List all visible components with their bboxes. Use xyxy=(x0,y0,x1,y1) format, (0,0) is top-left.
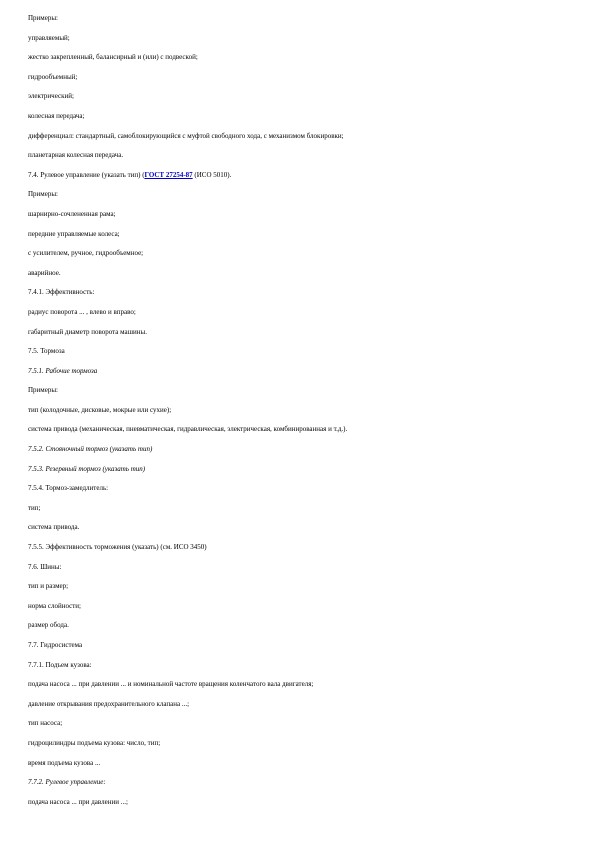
text-line: гидрообъемный; xyxy=(28,72,78,81)
text-line: норма слойности; xyxy=(28,601,82,610)
section-heading: 7.4.1. Эффективность: xyxy=(28,288,95,297)
text-line: тип и размер; xyxy=(28,582,69,591)
text-line: система привода (механическая, пневматическая, гидравлическая, электрическая, комбинированная и т.д.). xyxy=(28,425,348,434)
text-line: Примеры: xyxy=(28,14,58,22)
text-line: тип; xyxy=(28,503,41,512)
section-heading-with-link xyxy=(28,171,568,191)
text-line: дифференциал: стандартный, самоблокирующийся с муфтой свободного хода, с механизмом блокировки; xyxy=(28,131,344,140)
text-line: размер обода. xyxy=(28,621,69,630)
section-heading: 7.5.4. Тормоз-замедлитель: xyxy=(28,484,109,493)
text-line: Примеры: xyxy=(28,386,58,395)
text-line: планетарная колесная передача. xyxy=(28,151,124,160)
section-heading: 7.5. Тормоза xyxy=(28,347,65,356)
heading-text-pre: 7.4. Рулевое управление (указать тип) ( xyxy=(28,170,145,179)
subsection-heading: 7.5.2. Стояночный тормоз (указать тип) xyxy=(28,445,153,454)
text-line: аварийное. xyxy=(28,268,61,277)
section-heading: 7.7.1. Подъем кузова: xyxy=(28,660,92,669)
heading-text-post: (ИСО 5010). xyxy=(192,170,232,179)
text-line: тип насоса; xyxy=(28,719,63,728)
subsection-heading: 7.5.1. Рабочие тормоза xyxy=(28,366,98,375)
subsection-heading: 7.5.3. Резервный тормоз (указать тип) xyxy=(28,464,146,473)
text-line: давление открывания предохранительного клапана ...; xyxy=(28,699,190,708)
text-line: гидроцилиндры подъема кузова: число, тип; xyxy=(28,738,161,747)
text-line: система привода. xyxy=(28,523,80,532)
text-line: шарнирно-сочлененная рама; xyxy=(28,209,116,218)
text-line: жестко закрепленный, балансирный и (или) с подвеской; xyxy=(28,53,198,62)
text-line: подача насоса ... при давлении ... и номинальной частоте вращения коленчатого вала двигателя; xyxy=(28,680,314,689)
text-line: передние управляемые колеса; xyxy=(28,229,120,238)
text-line: габаритный диаметр поворота машины. xyxy=(28,327,147,336)
section-heading: 7.7. Гидросистема xyxy=(28,641,83,649)
text-line: Примеры: xyxy=(28,190,58,199)
text-line: подача насоса ... при давлении ...; xyxy=(28,797,128,806)
section-heading: 7.5.5. Эффективность торможения (указать) (см. ИСО 3450) xyxy=(28,543,207,552)
text-line: тип (колодочные, дисковые, мокрые или сухие); xyxy=(28,405,172,414)
subsection-heading: 7.7.2. Рулевое управление: xyxy=(28,778,106,787)
document-page xyxy=(28,14,568,817)
text-line: время подъема кузова ... xyxy=(28,758,101,767)
text-line: колесная передача; xyxy=(28,111,85,120)
text-line: с усилителем, ручное, гидрообъемное; xyxy=(28,249,144,258)
text-line: управляемый; xyxy=(28,33,70,42)
text-line: радиус поворота ... , влево и вправо; xyxy=(28,307,136,316)
section-heading: 7.6. Шины: xyxy=(28,562,62,571)
text-line: электрический; xyxy=(28,92,74,101)
gost-reference-link[interactable]: ГОСТ 27254-87 xyxy=(144,170,193,179)
